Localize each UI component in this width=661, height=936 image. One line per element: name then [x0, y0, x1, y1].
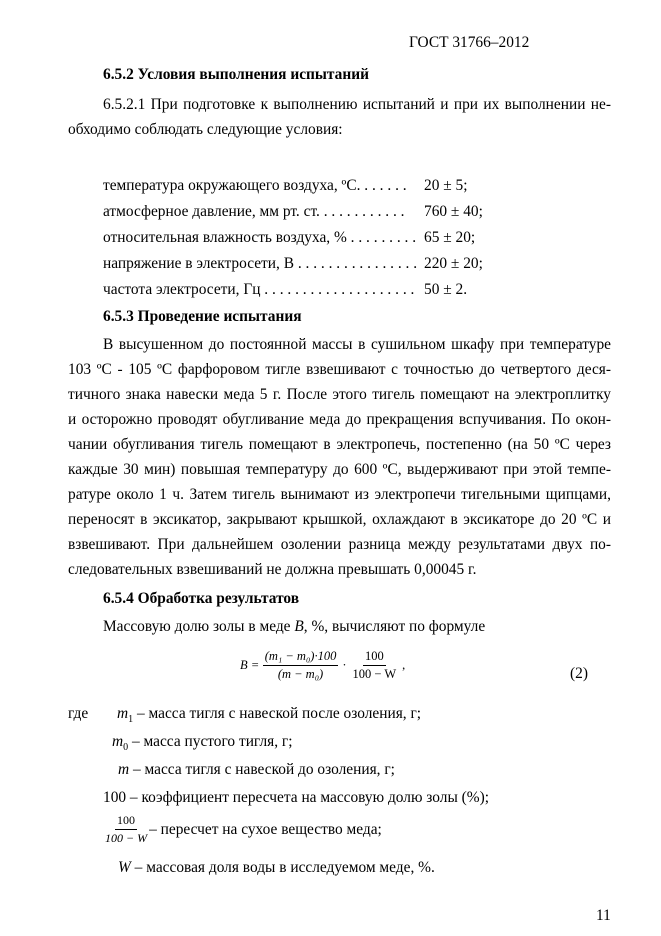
- definition-w: W – массовая доля воды в исследуемом меде, %.: [118, 859, 435, 876]
- condition-row: [103, 255, 483, 273]
- formula-intro: Массовую долю золы в меде B, %, вычисляют по формуле: [103, 618, 486, 635]
- formula-equals: =: [251, 658, 259, 672]
- condition-value: 50 ± 2.: [424, 281, 468, 298]
- condition-row: [103, 281, 468, 299]
- fraction-dry-basis-small: $\frac{100}{100 - W}$: [105, 813, 148, 845]
- formula-lhs: B: [240, 658, 248, 672]
- definition-dry-basis: $\frac{100}{100 - W}$ – пересчет на сухое вещество меда;: [105, 813, 382, 845]
- condition-label: частота электросети, Гц . . . . . . . . . . . . . . . . . . . .: [103, 281, 415, 298]
- paragraph-line: тичного знака навески меда 5 г. После этого тигель помещают на электроплитку: [68, 386, 611, 403]
- fraction-numerator: (m₁ − m₀)·100: [263, 649, 339, 666]
- condition-label: относительная влажность воздуха, % . . . . . . . . .: [103, 229, 417, 246]
- fraction-denominator: (m − m₀): [277, 667, 324, 681]
- fraction-main: [263, 649, 339, 682]
- fraction-denominator: 100 − W: [352, 667, 397, 681]
- definition-m0: $m_0$ – масса пустого тигля, г;: [112, 733, 293, 754]
- document-id: ГОСТ 31766–2012: [409, 34, 530, 51]
- formula-number: (2): [570, 665, 588, 682]
- page-number: 11: [596, 907, 611, 924]
- condition-label: напряжение в электросети, В . . . . . . . . . . . . . . . .: [103, 255, 418, 272]
- condition-value: 65 ± 20;: [424, 229, 476, 246]
- condition-label: атмосферное давление, мм рт. ст. . . . . . . . . . . .: [103, 203, 405, 220]
- definition-m: m – масса тигля с навеской до озоления, г;: [118, 761, 395, 778]
- condition-row: [103, 229, 476, 247]
- condition-value: 20 ± 5;: [424, 177, 468, 194]
- paragraph-line: 103 ºС - 105 ºС фарфоровом тигле взвешивают с точностью до четвертого деся-: [68, 361, 611, 378]
- formula-multiply: ·: [342, 658, 347, 672]
- where-label: где: [68, 705, 89, 722]
- paragraph-line: и осторожно проводят обугливание меда до прекращения вспучивания. По окон-: [68, 411, 611, 428]
- section-heading-6-5-4: 6.5.4 Обработка результатов: [103, 590, 300, 607]
- paragraph-line: обходимо соблюдать следующие условия:: [68, 121, 343, 138]
- fraction-dry-basis: [351, 649, 399, 682]
- paragraph-line: каждые 30 мин) повышая температуру до 600 ºС, выдерживают при этой темпе-: [68, 461, 611, 478]
- section-heading-6-5-3: 6.5.3 Проведение испытания: [103, 308, 302, 325]
- condition-row: [103, 203, 483, 221]
- paragraph-line: ратуре около 1 ч. Затем тигель вынимают из электропечи тигельными щипцами,: [68, 486, 611, 503]
- fraction-numerator: 100: [363, 649, 386, 666]
- paragraph-line: следовательных взвешиваний не должна превышать 0,00045 г.: [68, 561, 477, 578]
- definition-coefficient: 100 – коэффициент пересчета на массовую долю золы (%);: [103, 789, 490, 806]
- formula-2: [240, 649, 405, 682]
- definition-m1: $m_1$ – масса тигля с навеской после озоления, г;: [117, 705, 422, 726]
- condition-label: температура окружающего воздуха, ºС. . . . . . .: [103, 177, 407, 194]
- paragraph-line: переносят в эксикатор, закрывают крышкой, охлаждают в эксикаторе до 20 ºС и: [68, 511, 611, 528]
- paragraph-line: взвешивают. При дальнейшем озолении разница между результатами двух по-: [68, 536, 611, 553]
- condition-value: 220 ± 20;: [424, 255, 483, 272]
- condition-value: 760 ± 40;: [424, 203, 483, 220]
- paragraph-line: 6.5.2.1 При подготовке к выполнению испытаний и при их выполнении не-: [103, 96, 611, 113]
- variable-b: B: [294, 618, 304, 635]
- condition-row: [103, 177, 468, 195]
- paragraph-line: чании обугливания тигель помещают в электропечь, постепенно (на 50 ºС через: [68, 436, 611, 453]
- paragraph-line: В высушенном до постоянной массы в сушильном шкафу при температуре: [103, 336, 611, 353]
- section-heading-6-5-2: 6.5.2 Условия выполнения испытаний: [103, 66, 369, 83]
- formula-comma: ,: [402, 658, 406, 672]
